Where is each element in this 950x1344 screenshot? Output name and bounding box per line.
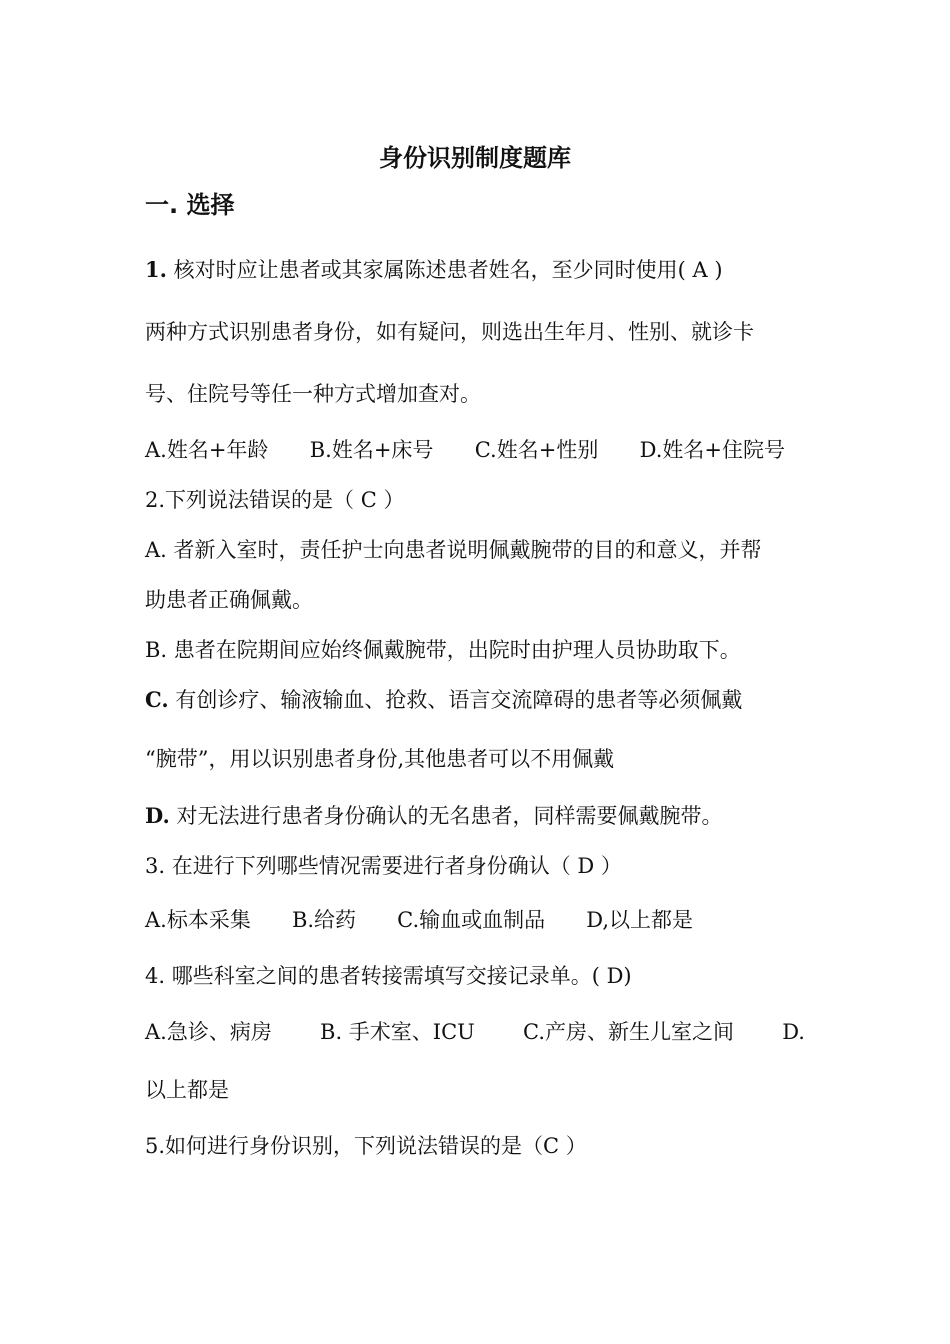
q3-option-c: C.输血或血制品 <box>397 908 546 932</box>
q1-option-a: A.姓名+年龄 <box>145 438 269 462</box>
q2-option-a-line-1: A. 者新入室时，责任护士向患者说明佩戴腕带的目的和意义，并帮 <box>145 538 762 562</box>
q2-option-d-label: D. <box>145 803 170 828</box>
q4-option-b: B. 手术室、ICU <box>320 1020 475 1044</box>
q2-option-c-line-2: “腕带”，用以识别患者身份,其他患者可以不用佩戴 <box>145 747 615 771</box>
q4-option-d-continued: 以上都是 <box>145 1078 229 1102</box>
q4-option-a: A.急诊、病房 <box>145 1020 272 1044</box>
q2-option-c-text: 有创诊疗、输液输血、抢救、语言交流障碍的患者等必须佩戴 <box>175 688 743 712</box>
q4-options <box>145 1018 805 1046</box>
q3-option-a: A.标本采集 <box>145 908 251 932</box>
q2-option-c-label: C. <box>145 687 169 712</box>
q3-option-b: B.给药 <box>291 908 357 932</box>
q3-options <box>145 906 693 934</box>
q4-option-c: C.产房、新生儿室之间 <box>523 1020 735 1044</box>
q1-option-d: D.姓名+住院号 <box>639 438 785 462</box>
q4-stem: 4. 哪些科室之间的患者转接需填写交接记录单。( D) <box>145 964 632 988</box>
section-heading: 一. 选择 <box>145 191 235 219</box>
q2-option-c-line-1 <box>145 686 810 714</box>
q1-options <box>145 436 785 464</box>
q1-line-3: 号、住院号等任一种方式增加查对。 <box>145 382 481 406</box>
q1-line-2: 两种方式识别患者身份，如有疑问，则选出生年月、性别、就诊卡 <box>145 320 754 344</box>
q1-option-c: C.姓名+性别 <box>474 438 599 462</box>
q3-option-d: D,以上都是 <box>586 908 693 932</box>
q2-stem: 2.下列说法错误的是（ C ） <box>145 488 405 512</box>
q3-stem: 3. 在进行下列哪些情况需要进行者身份确认（ D ） <box>145 854 622 878</box>
q2-option-b: B. 患者在院期间应始终佩戴腕带，出院时由护理人员协助取下。 <box>145 638 741 662</box>
q1-number: 1. <box>145 257 167 282</box>
q2-option-d-text: 对无法进行患者身份确认的无名患者，同样需要佩戴腕带。 <box>176 804 723 828</box>
q5-stem: 5.如何进行身份识别，下列说法错误的是（C ） <box>145 1134 587 1158</box>
q1-option-b: B.姓名+床号 <box>309 438 434 462</box>
q1-line-1 <box>145 256 810 284</box>
document-title: 身份识别制度题库 <box>379 144 571 172</box>
q1-stem-text: 核对时应让患者或其家属陈述患者姓名，至少同时使用( A ) <box>173 258 723 282</box>
q2-option-a-line-2: 助患者正确佩戴。 <box>145 588 313 612</box>
q2-option-d <box>145 802 810 830</box>
q4-option-d: D. <box>782 1020 805 1044</box>
